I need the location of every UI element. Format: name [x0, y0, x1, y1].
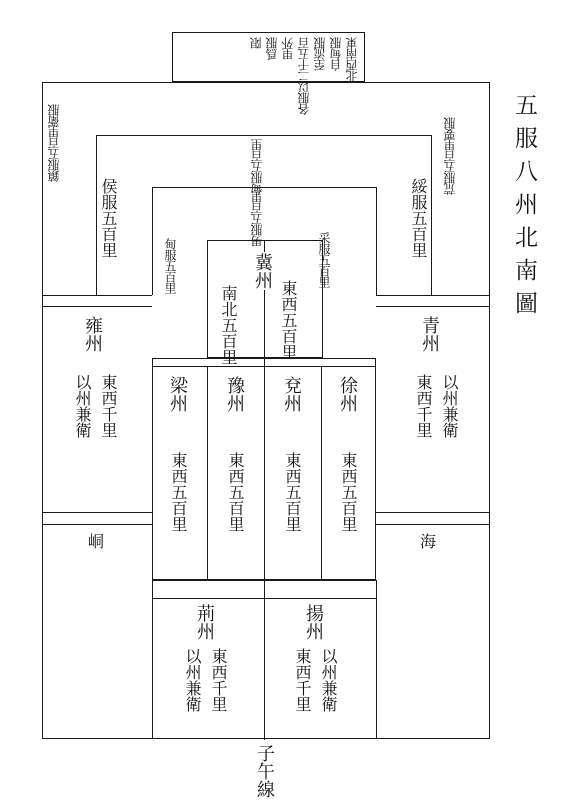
top-note-col-5: 里外 — [281, 38, 295, 60]
ring2-right-label: 綏服五百里 — [409, 178, 428, 258]
top-note-col-6: 爲服 — [265, 38, 279, 60]
center-ns: 南北五百里 — [219, 285, 238, 365]
ring2-left-border — [96, 135, 97, 295]
ring2-top-border — [96, 135, 431, 136]
top-note-col-3: 至流服 — [313, 38, 327, 71]
left-region-line1: 東西千里 — [99, 374, 118, 438]
bottom-top-line-2 — [152, 598, 376, 599]
mid-cell-name-2: 豫州 — [224, 376, 245, 412]
right-region-bottom: 海 — [420, 532, 437, 551]
right-band-line-a — [376, 512, 490, 513]
top-note-col-2: 自甸服 — [329, 38, 343, 71]
upper-band-line-2-right — [376, 306, 490, 307]
mid-cell-text-2: 東西五百里 — [226, 452, 245, 532]
right-band-line-b — [376, 524, 490, 525]
right-region-line1: 東西千里 — [414, 374, 433, 438]
left-region-name: 雍州 — [82, 316, 103, 352]
ring3-top-border — [152, 187, 376, 188]
bottom-cell-name-1: 荊州 — [194, 604, 215, 640]
ring3-left-label: 甸服五百里 — [163, 238, 177, 293]
bottom-cell-name-2: 揚州 — [303, 604, 324, 640]
ring3-right-border — [376, 187, 377, 295]
upper-band-line — [42, 295, 152, 296]
mid-grid-divider-1 — [207, 366, 208, 580]
left-band-line-a — [42, 512, 152, 513]
bottom-right-border — [376, 580, 377, 739]
upper-band-line-2 — [42, 306, 152, 307]
mid-cell-text-4: 東西五百里 — [339, 452, 358, 532]
meridian-label: 子午線 — [254, 744, 275, 798]
ring2-left-label: 侯服五百里 — [99, 178, 118, 258]
bottom-cell-line1-1: 東西千里 — [209, 648, 228, 712]
ring3-top-label: 男服五百里 — [250, 192, 264, 247]
right-region-name: 青州 — [419, 316, 440, 352]
ring3-left-border — [152, 187, 153, 295]
mid-cell-name-1: 梁州 — [167, 376, 188, 412]
left-region-line2: 以州兼衛 — [73, 374, 92, 438]
bottom-cell-line2-1: 以州兼衛 — [183, 648, 202, 712]
center-name: 冀州 — [252, 253, 273, 289]
ring3-right-label: 采服五百里 — [317, 232, 331, 287]
ring2-right-border — [431, 135, 432, 295]
mid-grid-top-line — [152, 366, 376, 367]
left-region-bottom: 峒 — [88, 532, 105, 551]
top-note-col-4: 各服以二千五百 — [297, 38, 311, 115]
top-note-col-1: 北西南東 — [345, 38, 359, 82]
mid-grid-divider-3 — [321, 366, 322, 580]
bottom-cell-line2-2: 以州兼衛 — [319, 648, 338, 712]
mid-cell-text-1: 東西五百里 — [169, 452, 188, 532]
outer-left-label: 鎮服五百里衛服 — [47, 105, 61, 182]
mid-cell-name-3: 兗州 — [281, 376, 302, 412]
left-band-line-b — [42, 524, 152, 525]
mid-cell-name-4: 徐州 — [337, 376, 358, 412]
bottom-top-line — [152, 580, 376, 581]
bottom-left-border — [152, 580, 153, 739]
right-region-line2: 以州兼衛 — [440, 374, 459, 438]
bottom-cell-line1-2: 東西千里 — [293, 648, 312, 712]
diagram-title: 五服八州北南圖 — [511, 93, 537, 324]
ring2-top-label: 甸服五百里 — [250, 140, 264, 195]
top-note-col-7: 限 — [249, 38, 263, 49]
mid-cell-text-3: 東西五百里 — [283, 452, 302, 532]
center-ew: 東西五百里 — [279, 280, 298, 360]
upper-band-line-right — [376, 295, 490, 296]
outer-right-label: 荒服五百里要服 — [443, 118, 457, 195]
